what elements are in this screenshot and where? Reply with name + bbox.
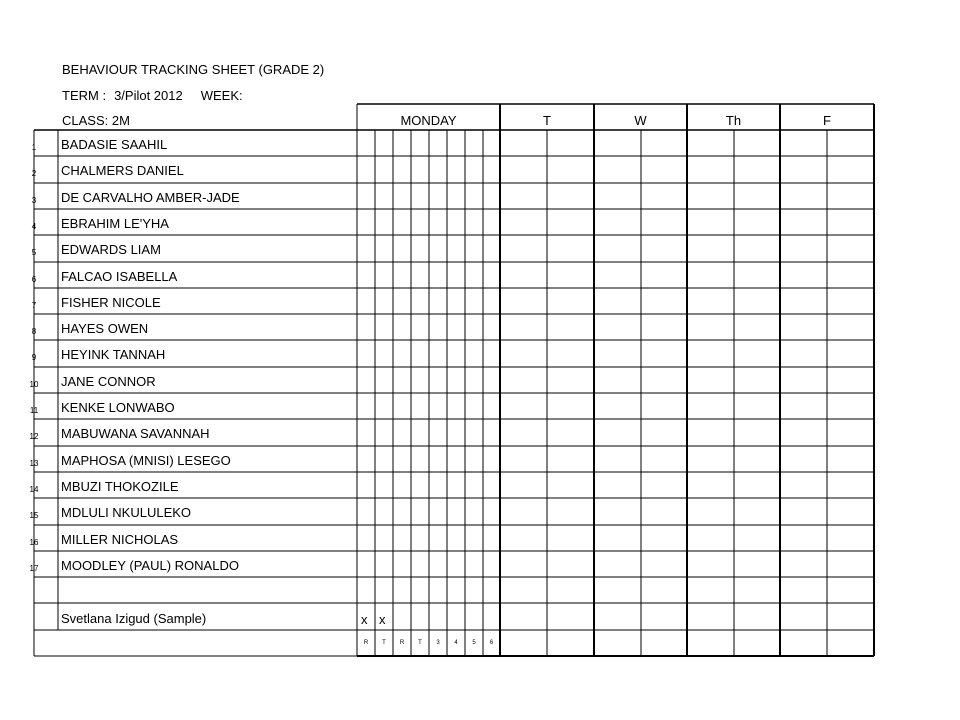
period-code: T (418, 640, 422, 646)
student-number: 15 (29, 511, 39, 520)
student-number: 10 (29, 380, 39, 389)
student-number: 6 (31, 275, 37, 284)
student-name: EBRAHIM LE'YHA (61, 216, 169, 231)
student-name: FALCAO ISABELLA (61, 269, 178, 284)
student-number: 8 (31, 327, 37, 336)
student-name: MAPHOSA (MNISI) LESEGO (61, 453, 231, 468)
period-code: 4 (454, 640, 458, 646)
term-label: TERM : (62, 88, 107, 103)
sample-name: Svetlana Izigud (Sample) (61, 611, 207, 626)
student-name: JANE CONNOR (61, 374, 156, 389)
sheet-title: BEHAVIOUR TRACKING SHEET (GRADE 2) (62, 62, 325, 77)
day-header-t: T (543, 113, 551, 128)
student-name: KENKE LONWABO (61, 400, 175, 415)
student-name: MABUWANA SAVANNAH (61, 426, 210, 441)
period-code: R (363, 640, 369, 646)
student-number: 17 (29, 564, 39, 573)
student-name: HEYINK TANNAH (61, 347, 166, 362)
student-number: 5 (31, 248, 37, 257)
student-number: 7 (31, 301, 37, 310)
student-number: 2 (31, 169, 37, 178)
student-name: HAYES OWEN (61, 321, 149, 336)
student-number: 12 (29, 432, 39, 441)
period-code: 3 (436, 640, 440, 646)
student-number: 3 (31, 196, 37, 205)
period-code: T (382, 640, 386, 646)
student-number: 11 (29, 406, 39, 415)
student-name: FISHER NICOLE (61, 295, 161, 310)
student-name: BADASIE SAAHIL (61, 137, 168, 152)
student-name: DE CARVALHO AMBER-JADE (61, 190, 240, 205)
student-number: 14 (29, 485, 39, 494)
sample-mark: x (379, 612, 386, 627)
period-code: 5 (472, 640, 476, 646)
student-name: MDLULI NKULULEKO (61, 505, 192, 520)
day-header-monday: MONDAY (400, 113, 457, 128)
class-label: CLASS: 2M (62, 113, 130, 128)
period-code: 6 (489, 640, 494, 646)
sample-mark: x (361, 612, 368, 627)
student-name: CHALMERS DANIEL (61, 163, 184, 178)
day-header-th: Th (725, 113, 742, 128)
week-label: WEEK: (200, 88, 243, 103)
student-number: 1 (31, 143, 37, 152)
student-name: MOODLEY (PAUL) RONALDO (61, 558, 239, 573)
student-number: 9 (31, 353, 37, 362)
student-name: MBUZI THOKOZILE (61, 479, 179, 494)
term-value: 3/Pilot 2012 (114, 88, 183, 103)
day-header-f: F (823, 113, 831, 128)
student-number: 16 (29, 538, 39, 547)
period-code: R (399, 640, 405, 646)
student-name: MILLER NICHOLAS (61, 532, 179, 547)
student-name: EDWARDS LIAM (61, 242, 161, 257)
student-number: 4 (31, 222, 37, 231)
student-number: 13 (29, 459, 39, 468)
day-header-w: W (634, 113, 647, 128)
